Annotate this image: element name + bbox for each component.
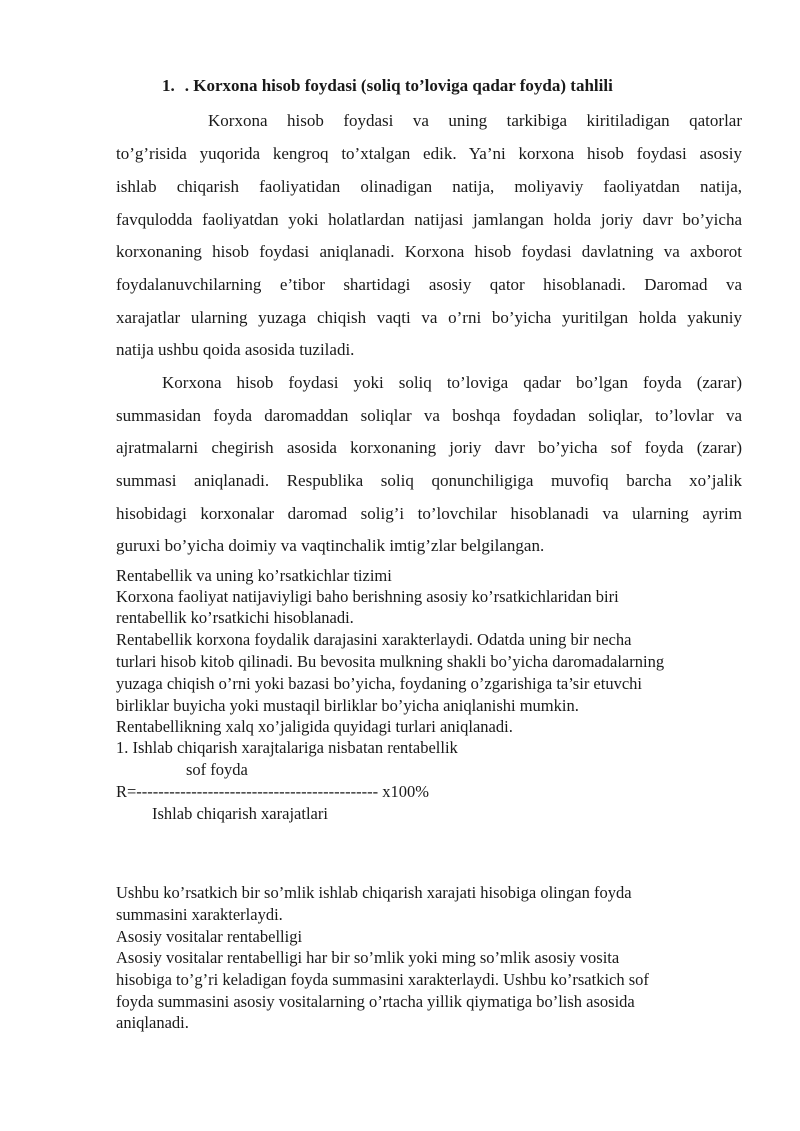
list-item: 1. Ishlab chiqarish xarajtalariga nisbatan rentabellik — [116, 738, 458, 757]
formula-numerator: sof foyda — [186, 760, 248, 779]
text-line: summasini xarakterlaydi. — [116, 905, 283, 924]
paragraph-line: natija ushbu qoida asosida tuziladi. — [116, 340, 355, 359]
text-line: Rentabellik korxona foydalik darajasini xarakterlaydi. Odatda uning bir necha — [116, 630, 632, 649]
text-line: birliklar buyicha yoki mustaqil birliklar bo’yicha aniqlanishi mumkin. — [116, 696, 579, 715]
text-line: aniqlanadi. — [116, 1013, 189, 1032]
text-line: hisobiga to’g’ri keladigan foyda summasini xarakterlaydi. Ushbu ko’rsatkich sof — [116, 970, 649, 989]
text-line: turlari hisob kitob qilinadi. Bu bevosita mulkning shakli bo’yicha daromadalarning — [116, 652, 665, 671]
text-line: rentabellik ko’rsatkichi hisoblanadi. — [116, 608, 354, 627]
paragraph-line: Korxona hisob foydasi yoki soliq to’loviga qadar bo’lgan foyda (zarar) — [162, 373, 742, 392]
paragraph-line: summasi aniqlanadi. Respublika soliq qonunchiligiga muvofiq barcha xo’jalik — [116, 471, 742, 490]
text-line: yuzaga chiqish o’rni yoki bazasi bo’yicha, foydaning o’zgarishiga ta’sir etuvchi — [116, 674, 643, 693]
paragraph-line: summasidan foyda daromaddan soliqlar va boshqa foydadan soliqlar, to’lovlar va — [116, 406, 742, 425]
paragraph-line: to’g’risida yuqorida kengroq to’xtalgan edik. Ya’ni korxona hisob foydasi asosiy — [116, 144, 742, 163]
formula-line: R=-------------------------------------------- x100% — [116, 782, 429, 801]
paragraph-line: Korxona hisob foydasi va uning tarkibiga kiritiladigan qatorlar — [208, 111, 742, 130]
formula-denominator: Ishlab chiqarish xarajatlari — [152, 804, 328, 823]
paragraph-line: ajratmalarni chegirish asosida korxonaning joriy davr bo’yicha sof foyda (zarar) — [116, 438, 742, 457]
paragraph-line: favqulodda faoliyatdan yoki holatlardan natijasi jamlangan holda joriy davr bo’yicha — [116, 210, 742, 229]
paragraph-line: ishlab chiqarish faoliyatidan olinadigan natija, moliyaviy faoliyatdan natija, — [116, 177, 742, 196]
text-line: Asosiy vositalar rentabelligi har bir so’mlik yoki ming so’mlik asosiy vosita — [116, 948, 620, 967]
paragraph-line: foydalanuvchilarning e’tibor shartidagi asosiy qator hisoblanadi. Daromad va — [116, 275, 742, 294]
subsection-title: Asosiy vositalar rentabelligi — [116, 927, 303, 946]
subsection-title: Rentabellik va uning ko’rsatkichlar tizimi — [116, 566, 392, 585]
section-title: . Korxona hisob foydasi (soliq to’loviga qadar foyda) tahlili — [184, 76, 613, 95]
text-line: Ushbu ko’rsatkich bir so’mlik ishlab chiqarish xarajati hisobiga olingan foyda — [116, 883, 632, 902]
paragraph-line: guruxi bo’yicha doimiy va vaqtinchalik imtig’zlar belgilangan. — [116, 536, 545, 555]
paragraph-line: hisobidagi korxonalar daromad solig’i to’lovchilar hisoblanadi va ularning ayrim — [116, 504, 742, 523]
section-heading — [162, 76, 613, 96]
text-line: foyda summasini asosiy vositalarning o’rtacha yillik qiymatiga bo’lish asosida — [116, 992, 635, 1011]
paragraph-line: korxonaning hisob foydasi aniqlanadi. Korxona hisob foydasi davlatning va axborot — [116, 242, 742, 261]
text-line: Rentabellikning xalq xo’jaligida quyidagi turlari aniqlanadi. — [116, 717, 513, 736]
paragraph-line: xarajatlar ularning yuzaga chiqish vaqti va o’rni bo’yicha yuritilgan holda yakuniy — [116, 308, 742, 327]
text-line: Korxona faoliyat natijaviyligi baho berishning asosiy ko’rsatkichlaridan biri — [116, 587, 619, 606]
section-number: 1. — [162, 76, 175, 95]
